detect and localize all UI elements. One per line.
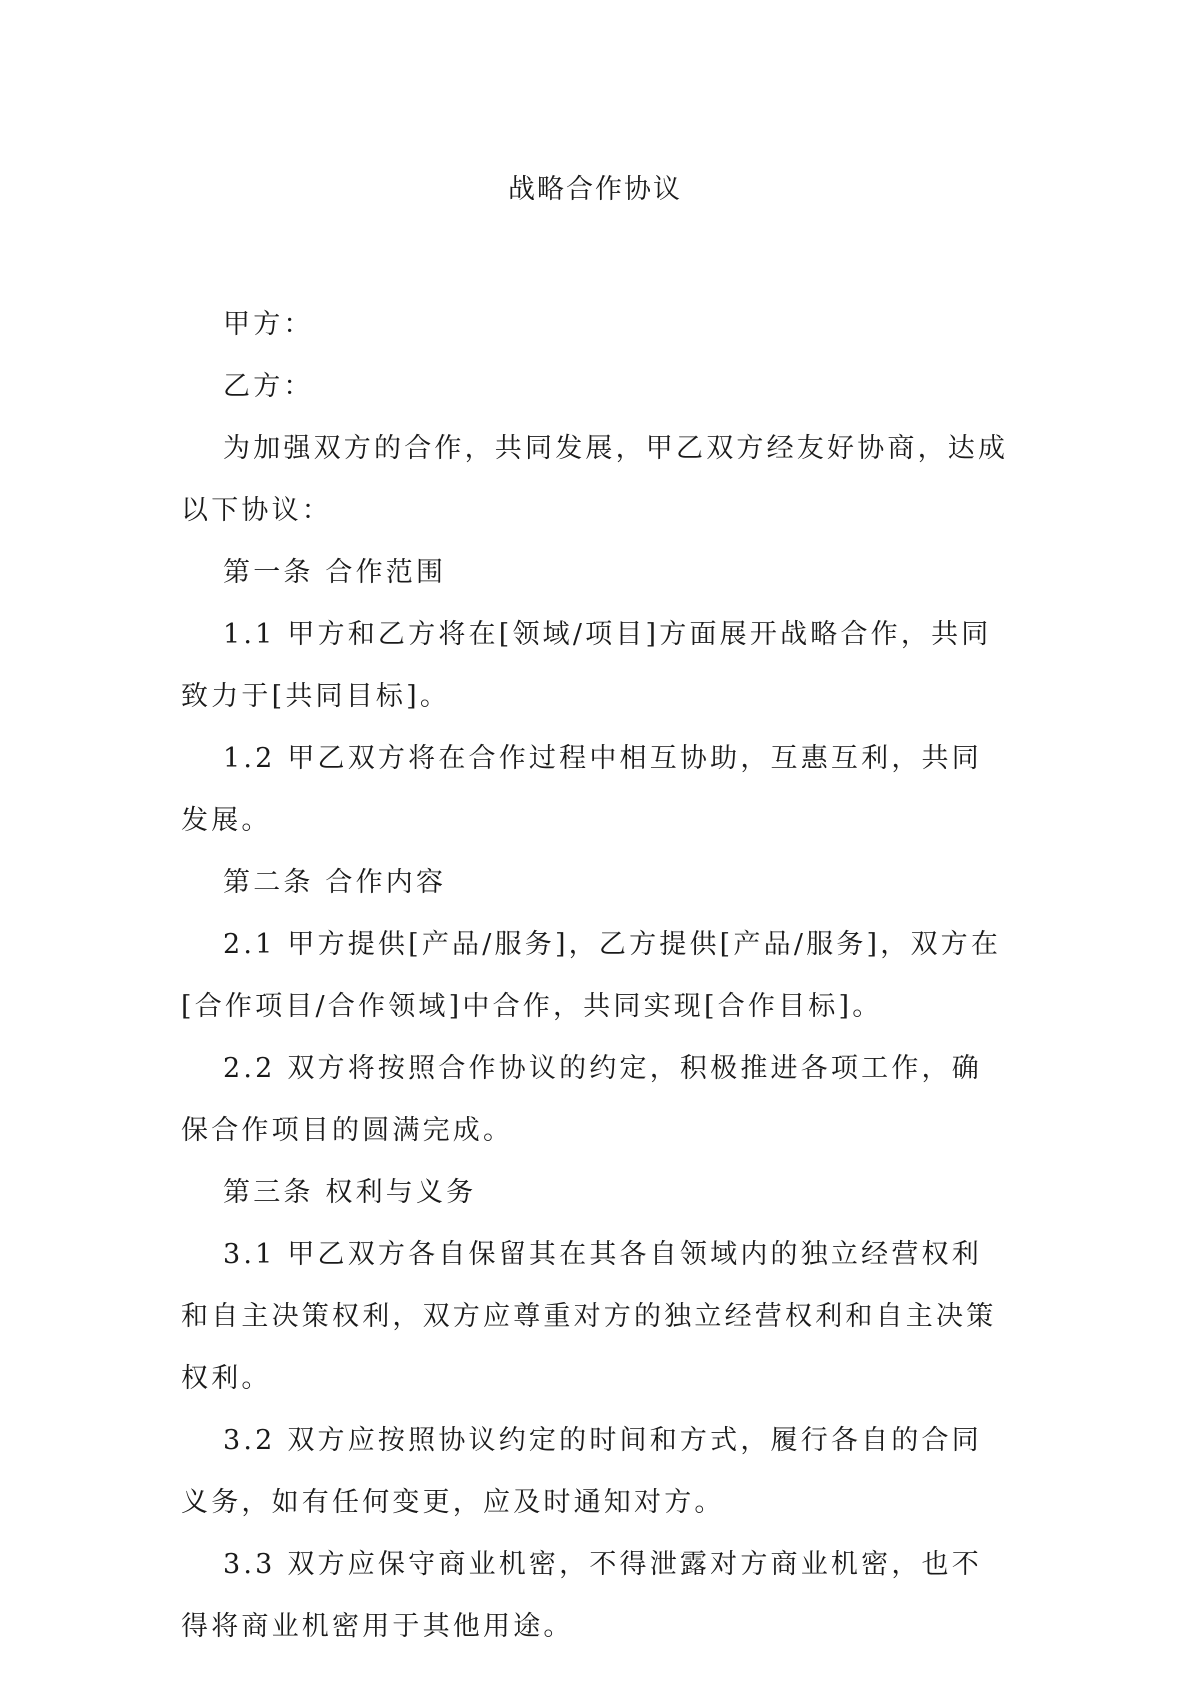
article-1-heading: 第一条 合作范围 [223,557,447,588]
clause-3-3: 3.3 双方应保守商业机密，不得泄露对方商业机密，也不得将商业机密用于其他用途。 [181,1549,982,1642]
clause-2-2: 2.2 双方将按照合作协议的约定，积极推进各项工作，确保合作项目的圆满完成。 [181,1053,982,1146]
clause-2-1: 2.1 甲方提供[产品/服务]，乙方提供[产品/服务]，双方在[合作项目/合作领域]中合作，共同实现[合作目标]。 [181,929,1002,1022]
preamble-paragraph: 为加强双方的合作，共同发展，甲乙双方经友好协商，达成以下协议： [181,433,1009,526]
document-body [181,294,1011,1658]
party-b-line: 乙方： [223,371,314,402]
clause-1-2: 1.2 甲乙双方将在合作过程中相互协助，互惠互利，共同发展。 [181,743,982,836]
clause-1-1: 1.1 甲方和乙方将在[领域/项目]方面展开战略合作，共同致力于[共同目标]。 [181,619,992,712]
article-2-heading: 第二条 合作内容 [223,867,447,898]
clause-3-1: 3.1 甲乙双方各自保留其在其各自领域内的独立经营权利和自主决策权利，双方应尊重对方的独立经营权利和自主决策权利。 [181,1239,997,1394]
document-title: 战略合作协议 [508,174,682,205]
party-a-line: 甲方： [223,309,314,340]
article-3-heading: 第三条 权利与义务 [223,1177,477,1208]
clause-3-2: 3.2 双方应按照协议约定的时间和方式，履行各自的合同义务，如有任何变更，应及时通知对方。 [181,1425,982,1518]
